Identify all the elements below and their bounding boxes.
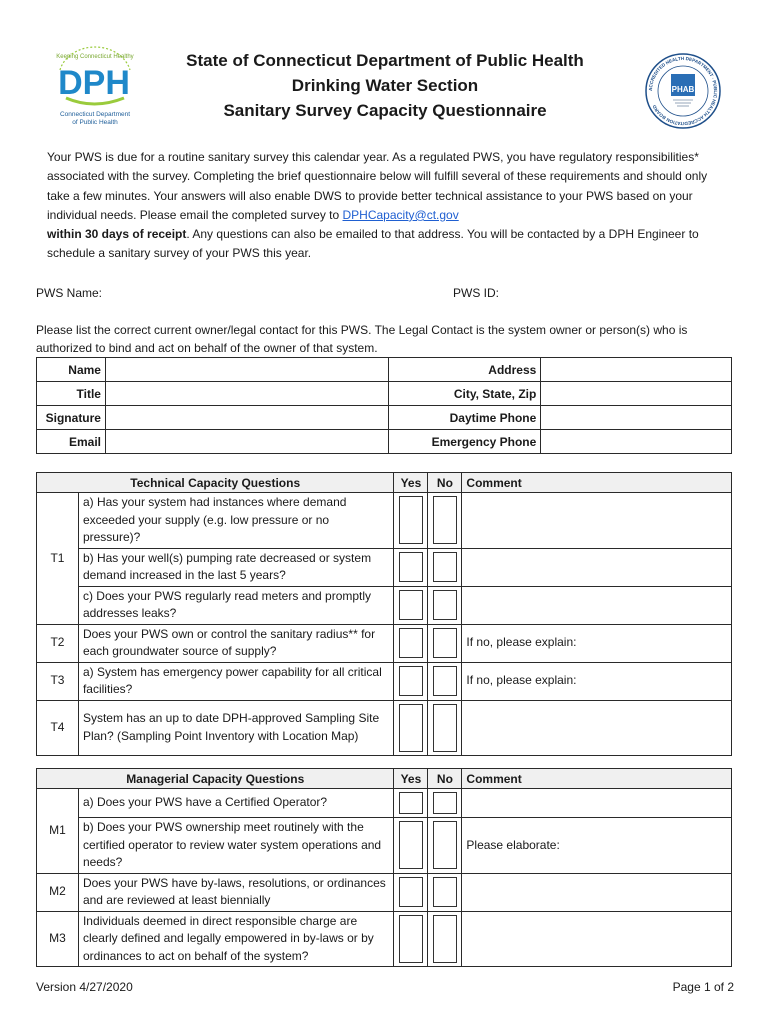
- intro-paragraph: [47, 148, 727, 264]
- owner-address-field[interactable]: [541, 358, 732, 382]
- owner-instructions: Please list the correct current owner/legal contact for this PWS. The Legal Contact is the system owner or person(s) who is authorized to bind and act on behalf of the owner of that system.: [36, 323, 688, 355]
- t4-yes-checkbox[interactable]: [394, 700, 428, 755]
- question-id-m2: M2: [37, 873, 79, 911]
- owner-address-label: Address: [389, 358, 541, 382]
- question-id-t1: T1: [37, 493, 79, 625]
- owner-email-field[interactable]: [105, 430, 388, 454]
- owner-signature-field[interactable]: [105, 406, 388, 430]
- title-line-3: Sanitary Survey Capacity Questionnaire: [223, 101, 547, 120]
- dph-logo-text: DPH: [58, 64, 130, 102]
- owner-city-label: City, State, Zip: [389, 382, 541, 406]
- technical-header: Technical Capacity Questions: [37, 473, 394, 493]
- managerial-comment-header: Comment: [462, 769, 732, 789]
- managerial-header: Managerial Capacity Questions: [37, 769, 394, 789]
- capacity-email-link[interactable]: DPHCapacity@ct.gov: [342, 207, 459, 222]
- owner-city-field[interactable]: [541, 382, 732, 406]
- t2-no-checkbox[interactable]: [428, 624, 462, 662]
- t1c-no-checkbox[interactable]: [428, 586, 462, 624]
- question-id-t4: T4: [37, 700, 79, 755]
- title-line-2: Drinking Water Section: [291, 76, 479, 95]
- t1b-comment[interactable]: [462, 548, 732, 586]
- t1b-yes-checkbox[interactable]: [394, 548, 428, 586]
- t1c-yes-checkbox[interactable]: [394, 586, 428, 624]
- t2-yes-checkbox[interactable]: [394, 624, 428, 662]
- m2-yes-checkbox[interactable]: [394, 873, 428, 911]
- question-m3: Individuals deemed in direct responsible charge are clearly defined and legally empowered in by-laws or by ordinances to act on behalf of the system?: [78, 911, 393, 967]
- m1a-comment[interactable]: [462, 789, 732, 818]
- m1a-yes-checkbox[interactable]: [394, 789, 428, 818]
- t1c-comment[interactable]: [462, 586, 732, 624]
- question-t1b: b) Has your well(s) pumping rate decreased or system demand increased in the last 5 years?: [78, 548, 393, 586]
- owner-daytime-field[interactable]: [541, 406, 732, 430]
- question-m1b: b) Does your PWS ownership meet routinely with the certified operator to review water system operations and needs?: [78, 818, 393, 874]
- version-label: Version 4/27/2020: [36, 980, 133, 994]
- m1b-comment[interactable]: Please elaborate:: [462, 818, 732, 874]
- managerial-no-header: No: [428, 769, 462, 789]
- owner-title-field[interactable]: [105, 382, 388, 406]
- technical-comment-header: Comment: [462, 473, 732, 493]
- dph-logo-sub2: of Public Health: [72, 119, 118, 126]
- question-id-m3: M3: [37, 911, 79, 967]
- question-t4: System has an up to date DPH-approved Sampling Site Plan? (Sampling Point Inventory with Location Map): [78, 700, 393, 755]
- question-id-t2: T2: [37, 624, 79, 662]
- technical-capacity-table: [36, 472, 732, 756]
- intro-text-before: Your PWS is due for a routine sanitary survey this calendar year. As a regulated PWS, you have regulatory responsibilities* associated with the survey. Completing the brief questionnaire below will fulfill several of these requirements and should only take a few minutes. Your answers will also enable DWS to provide better technical assistance to your PWS based on your individual needs. Please email the completed survey to: [47, 150, 708, 222]
- question-t2: Does your PWS own or control the sanitary radius** for each groundwater source of supply?: [78, 624, 393, 662]
- question-m2: Does your PWS have by-laws, resolutions, or ordinances and are reviewed at least biennially: [78, 873, 393, 911]
- m3-comment[interactable]: [462, 911, 732, 967]
- intro-text-after: . Any questions can also be emailed to that address. You will be contacted by a DPH Engineer to schedule a sanitary survey of your PWS this year.: [47, 227, 699, 261]
- t1a-no-checkbox[interactable]: [428, 493, 462, 549]
- owner-signature-label: Signature: [37, 406, 106, 430]
- t3-no-checkbox[interactable]: [428, 662, 462, 700]
- m2-no-checkbox[interactable]: [428, 873, 462, 911]
- phab-text: PHAB: [671, 85, 695, 94]
- owner-email-label: Email: [37, 430, 106, 454]
- t4-no-checkbox[interactable]: [428, 700, 462, 755]
- question-id-t3: T3: [37, 662, 79, 700]
- dph-logo-sub1: Connecticut Department: [59, 111, 131, 118]
- phab-ring-text: ACCREDITED HEALTH DEPARTMENT · PUBLIC HEALTH ACCREDITATION BOARD: [647, 55, 719, 127]
- managerial-capacity-table: [36, 768, 732, 967]
- owner-contact-table: [36, 357, 732, 454]
- m1b-yes-checkbox[interactable]: [394, 818, 428, 874]
- document-title: [0, 48, 770, 123]
- t3-comment[interactable]: If no, please explain:: [462, 662, 732, 700]
- question-t1c: c) Does your PWS regularly read meters and promptly addresses leaks?: [78, 586, 393, 624]
- title-line-1: State of Connecticut Department of Public Health: [186, 51, 584, 70]
- m2-comment[interactable]: [462, 873, 732, 911]
- m3-no-checkbox[interactable]: [428, 911, 462, 967]
- intro-deadline: within 30 days of receipt: [47, 227, 187, 242]
- owner-emergency-field[interactable]: [541, 430, 732, 454]
- t1a-yes-checkbox[interactable]: [394, 493, 428, 549]
- technical-yes-header: Yes: [394, 473, 428, 493]
- t1b-no-checkbox[interactable]: [428, 548, 462, 586]
- dph-ring-text: Keeping Connecticut Healthy: [56, 54, 134, 60]
- t1a-comment[interactable]: [462, 493, 732, 549]
- managerial-yes-header: Yes: [394, 769, 428, 789]
- m1a-no-checkbox[interactable]: [428, 789, 462, 818]
- question-t1a: a) Has your system had instances where demand exceeded your supply (e.g. low pressure or no pressure)?: [78, 493, 393, 549]
- m1b-no-checkbox[interactable]: [428, 818, 462, 874]
- technical-no-header: No: [428, 473, 462, 493]
- owner-emergency-label: Emergency Phone: [389, 430, 541, 454]
- owner-name-field[interactable]: [105, 358, 388, 382]
- pws-name-label: PWS Name:: [36, 286, 103, 300]
- m3-yes-checkbox[interactable]: [394, 911, 428, 967]
- t2-comment[interactable]: If no, please explain:: [462, 624, 732, 662]
- t4-comment[interactable]: [462, 700, 732, 755]
- pws-id-label: PWS ID:: [453, 286, 500, 300]
- t3-yes-checkbox[interactable]: [394, 662, 428, 700]
- owner-daytime-label: Daytime Phone: [389, 406, 541, 430]
- owner-title-label: Title: [37, 382, 106, 406]
- question-t3: a) System has emergency power capability for all critical facilities?: [78, 662, 393, 700]
- page-number: Page 1 of 2: [672, 980, 734, 994]
- question-m1a: a) Does your PWS have a Certified Operator?: [78, 789, 393, 818]
- question-id-m1: M1: [37, 789, 79, 874]
- owner-name-label: Name: [37, 358, 106, 382]
